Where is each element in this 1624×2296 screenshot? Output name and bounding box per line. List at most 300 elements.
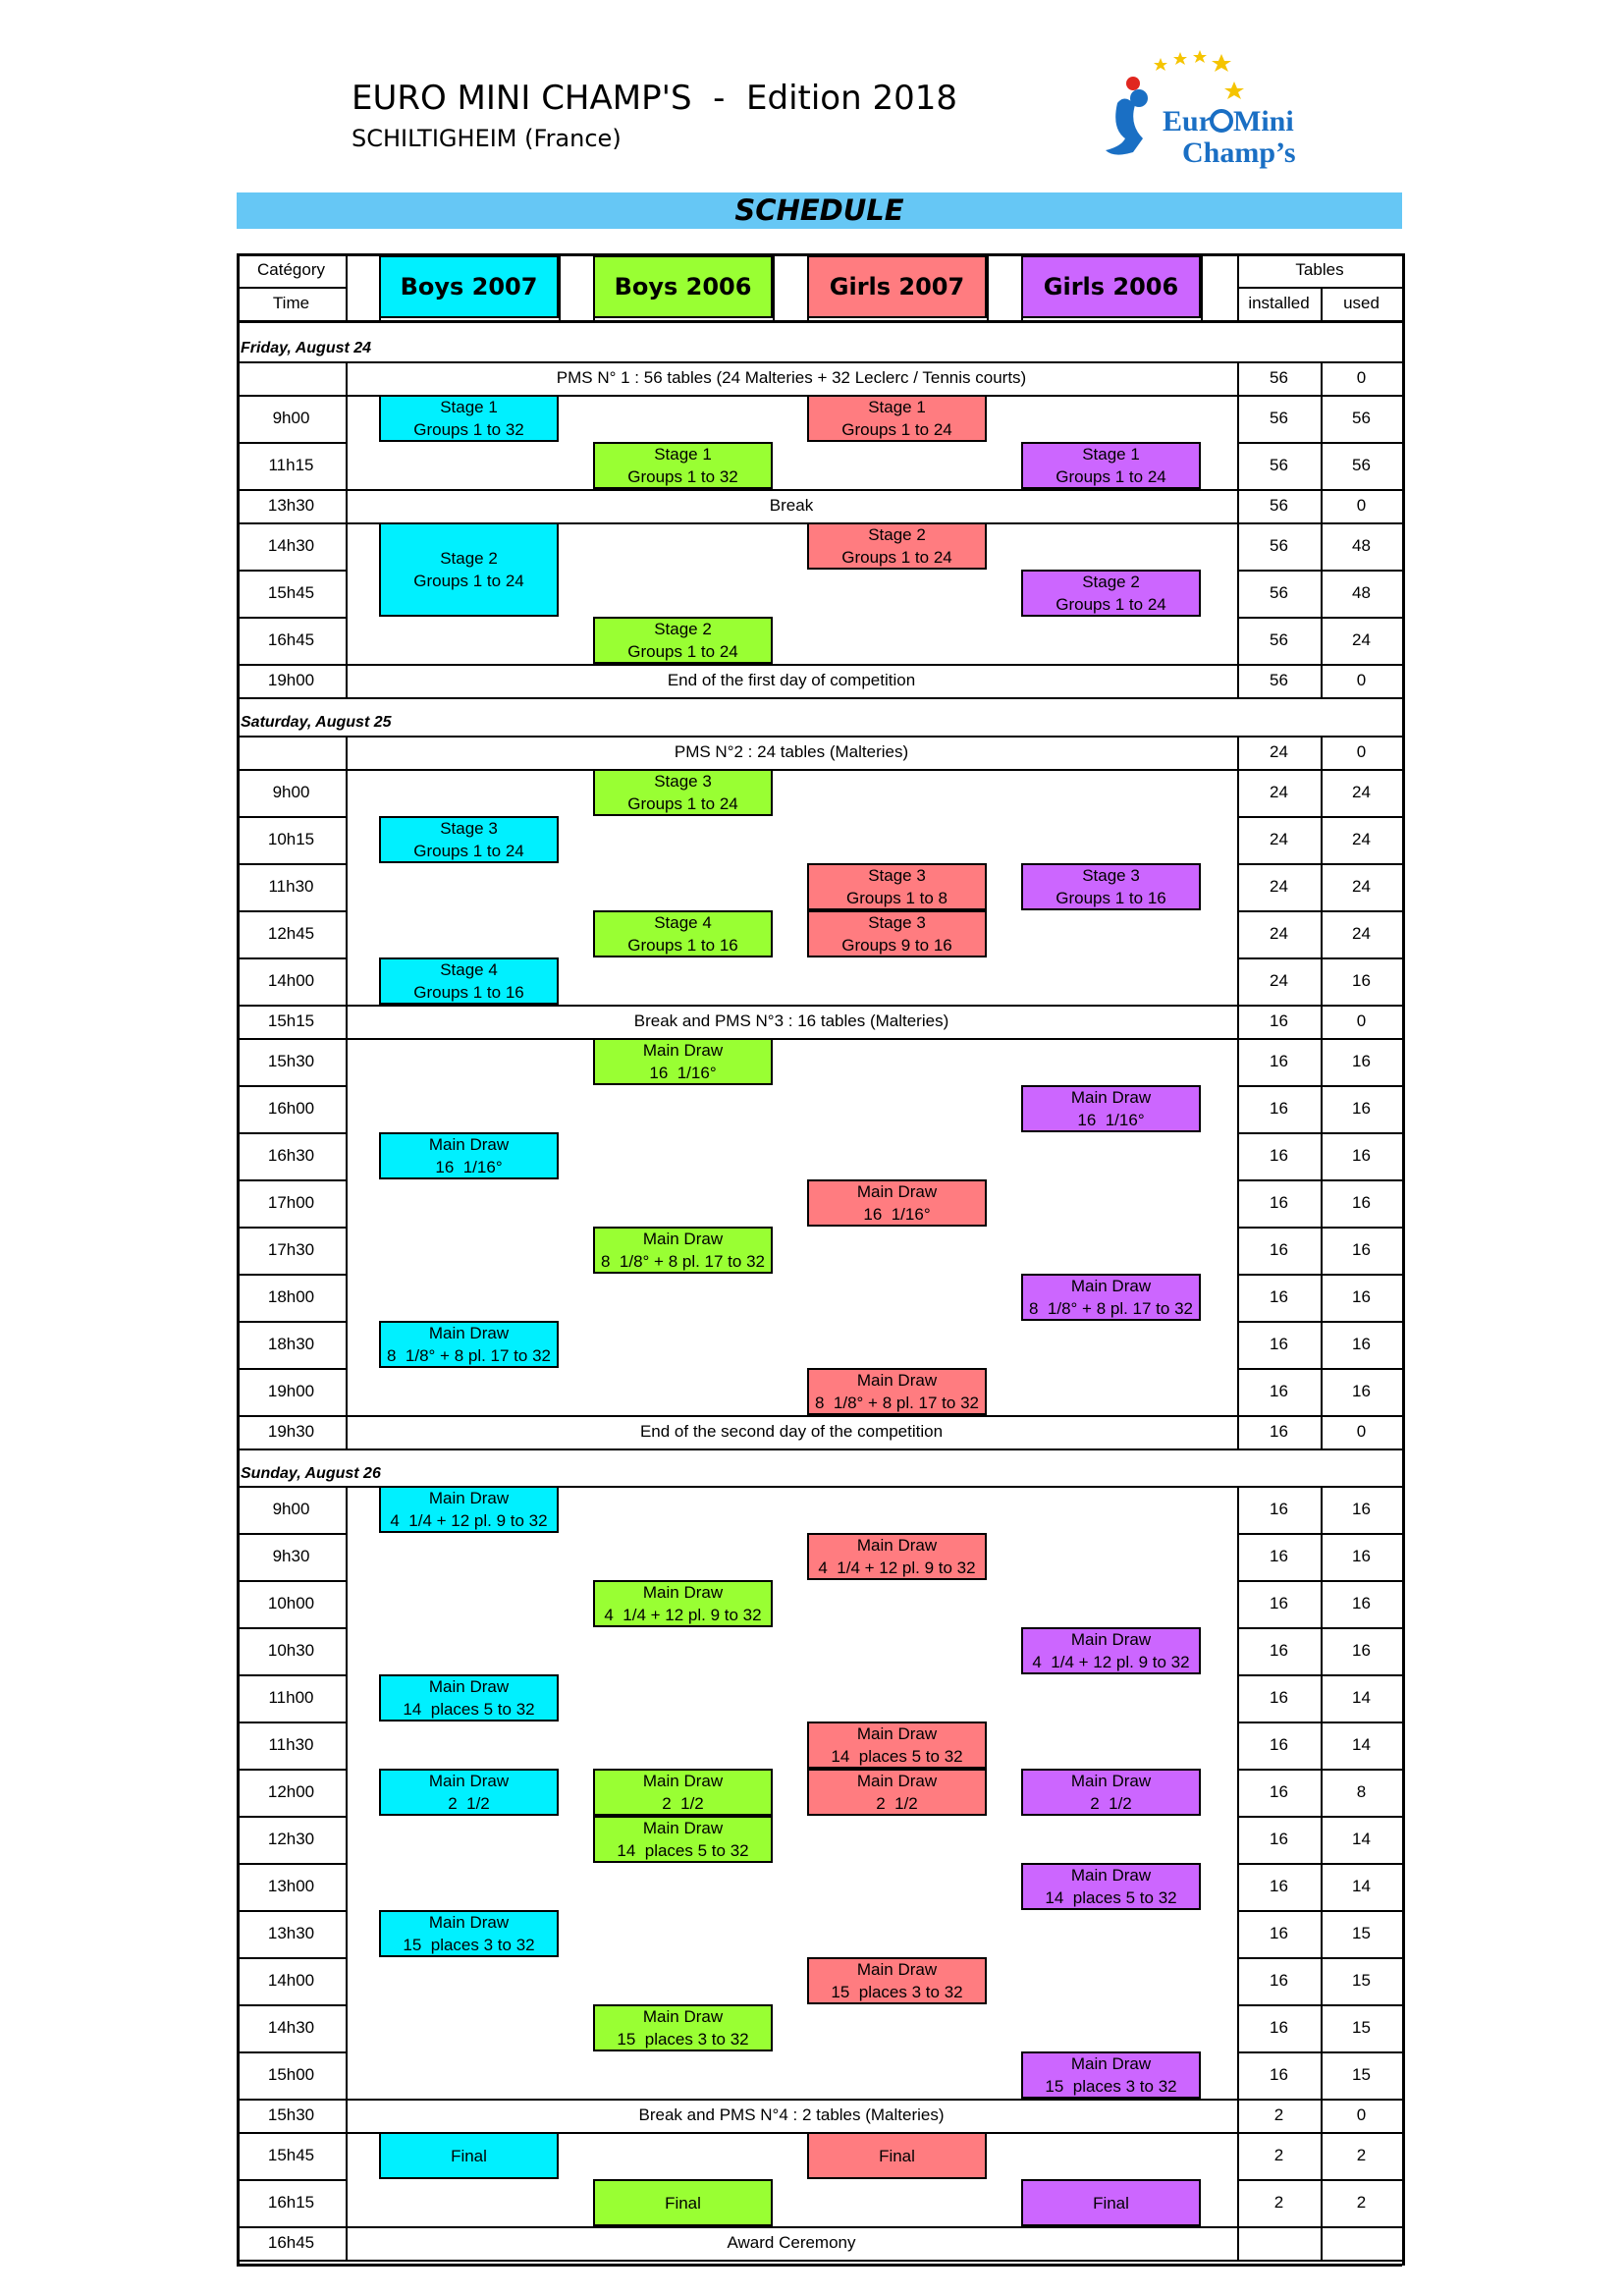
row-note: PMS N° 1 : 56 tables (24 Malteries + 32 Leclerc / Tennis courts): [556, 368, 1027, 387]
event-cell: Main Draw 16 1/16°: [379, 1132, 559, 1179]
row-note: End of the first day of competition: [667, 671, 916, 689]
event-cell: Stage 2 Groups 1 to 24: [1021, 570, 1201, 617]
grid-line: [1237, 1863, 1239, 1910]
time-cell: 9h00: [272, 409, 310, 427]
grid-line: [1237, 1816, 1239, 1863]
installed-cell: 16: [1270, 1500, 1288, 1518]
event-cell: Main Draw 2 1/2: [379, 1769, 559, 1816]
used-cell: 16: [1352, 1052, 1371, 1070]
event-cell: Main Draw 14 places 5 to 32: [379, 1674, 559, 1722]
grid-line: [346, 1005, 348, 1038]
used-cell: 2: [1356, 2146, 1367, 2164]
time-cell: 9h00: [272, 1500, 310, 1518]
used-cell: [1321, 2226, 1402, 2260]
grid-line: [346, 1910, 348, 1957]
installed-label: installed: [1248, 294, 1310, 312]
row-note: End of the second day of the competition: [639, 1422, 944, 1441]
grid-line: [1321, 1486, 1323, 1533]
grid-line: [346, 2004, 348, 2051]
grid-line: [1237, 1368, 1239, 1415]
grid-line: [237, 1449, 1402, 1450]
grid-line: [1237, 664, 1239, 697]
document-subtitle: SCHILTIGHEIM (France): [352, 125, 622, 152]
grid-line: [1321, 522, 1323, 570]
installed-cell: 16: [1270, 2018, 1288, 2037]
grid-line: [346, 1179, 348, 1227]
used-cell: 15: [1352, 2018, 1371, 2037]
used-cell: 16: [1352, 1547, 1371, 1565]
grid-line: [1321, 2051, 1323, 2099]
used-cell: 24: [1352, 783, 1371, 801]
used-cell: 16: [1352, 1099, 1371, 1118]
event-cell: Main Draw 14 places 5 to 32: [593, 1816, 773, 1863]
used-cell: 16: [1352, 1146, 1371, 1165]
installed-cell: 2: [1273, 2193, 1284, 2212]
used-cell: 16: [1352, 1641, 1371, 1660]
grid-line: [237, 2260, 1402, 2262]
installed-cell: 16: [1270, 1422, 1288, 1441]
grid-line: [1237, 957, 1239, 1005]
grid-line: [346, 361, 1237, 363]
grid-line: [1237, 1274, 1239, 1321]
time-cell: 15h15: [267, 1011, 315, 1030]
svg-text:Champ’s: Champ’s: [1182, 137, 1296, 169]
used-cell: 0: [1356, 1011, 1367, 1030]
time-cell: 16h45: [267, 630, 315, 649]
grid-line: [1237, 1722, 1239, 1769]
event-cell: Stage 3 Groups 1 to 8: [807, 863, 987, 910]
installed-cell: 16: [1270, 1594, 1288, 1613]
grid-line: [1402, 253, 1405, 320]
used-cell: 14: [1352, 1688, 1371, 1707]
used-cell: 56: [1352, 409, 1371, 427]
grid-line: [1321, 1274, 1323, 1321]
grid-line: [346, 1085, 348, 1132]
grid-line: [346, 1005, 1237, 1007]
installed-cell: [1237, 2226, 1321, 2260]
used-cell: 14: [1352, 1877, 1371, 1895]
category-label: Catégory: [257, 260, 325, 279]
grid-line: [1321, 1580, 1323, 1627]
grid-line: [346, 1769, 348, 1816]
installed-cell: 24: [1270, 877, 1288, 896]
document-title: EURO MINI CHAMP'S - Edition 2018: [352, 79, 957, 118]
used-cell: 0: [1356, 1422, 1367, 1441]
grid-line: [346, 1580, 348, 1627]
grid-line: [346, 769, 1237, 771]
grid-line: [1237, 570, 1239, 617]
grid-line: [1321, 1863, 1323, 1910]
used-cell: 15: [1352, 2065, 1371, 2084]
used-cell: 2: [1356, 2193, 1367, 2212]
event-cell: Stage 3 Groups 9 to 16: [807, 910, 987, 957]
grid-line: [1321, 2179, 1323, 2226]
grid-line: [1237, 2132, 1239, 2179]
grid-line: [1321, 1722, 1323, 1769]
grid-line: [346, 489, 348, 522]
grid-line: [1237, 395, 1239, 442]
event-cell: Main Draw 15 places 3 to 32: [593, 2004, 773, 2051]
event-cell: Final: [1021, 2179, 1201, 2226]
grid-line: [1237, 1910, 1239, 1957]
installed-cell: 56: [1270, 456, 1288, 474]
installed-cell: 16: [1270, 1146, 1288, 1165]
grid-line: [346, 2179, 348, 2226]
grid-line: [1321, 1627, 1323, 1674]
grid-line: [346, 1038, 1237, 1040]
time-cell: 12h00: [267, 1782, 315, 1801]
installed-cell: 16: [1270, 1335, 1288, 1353]
time-cell: 19h30: [267, 1422, 315, 1441]
time-cell: 10h15: [267, 830, 315, 848]
grid-line: [1237, 1415, 1239, 1449]
grid-line: [346, 489, 1237, 491]
grid-line: [346, 910, 348, 957]
installed-cell: 24: [1270, 783, 1288, 801]
grid-line: [1321, 1368, 1323, 1415]
time-cell: 11h30: [268, 877, 314, 896]
event-cell: Stage 2 Groups 1 to 24: [379, 522, 559, 617]
grid-line: [346, 2099, 1237, 2101]
used-cell: 14: [1352, 1830, 1371, 1848]
time-label: Time: [272, 294, 310, 312]
row-note: PMS N°2 : 24 tables (Malteries): [674, 742, 909, 761]
grid-line: [1402, 320, 1405, 2266]
time-cell: 13h30: [267, 496, 315, 515]
event-cell: Stage 3 Groups 1 to 24: [379, 816, 559, 863]
time-cell: 10h00: [267, 1594, 315, 1613]
grid-line: [1237, 1580, 1239, 1627]
time-cell: 17h00: [267, 1193, 315, 1212]
time-cell: 15h45: [267, 2146, 315, 2164]
event-cell: Stage 1 Groups 1 to 24: [807, 395, 987, 442]
time-cell: 19h00: [267, 671, 315, 689]
used-cell: 14: [1352, 1735, 1371, 1754]
time-cell: 16h15: [267, 2193, 315, 2212]
grid-line: [346, 1816, 348, 1863]
grid-line: [1321, 1415, 1323, 1449]
event-cell: Main Draw 8 1/8° + 8 pl. 17 to 32: [379, 1321, 559, 1368]
grid-line: [1237, 1321, 1239, 1368]
grid-line: [346, 957, 348, 1005]
installed-cell: 56: [1270, 536, 1288, 555]
grid-line: [237, 320, 1402, 323]
row-note: Award Ceremony: [727, 2233, 856, 2252]
tables-label: Tables: [1295, 260, 1344, 279]
used-cell: 16: [1352, 1382, 1371, 1400]
grid-line: [1321, 1910, 1323, 1957]
grid-line: [1237, 522, 1239, 570]
day-title: Friday, August 24: [241, 340, 372, 356]
grid-line: [1321, 570, 1323, 617]
installed-cell: 2: [1273, 2146, 1284, 2164]
grid-line: [1237, 2004, 1239, 2051]
used-cell: 15: [1352, 1924, 1371, 1942]
grid-line: [1237, 1486, 1239, 1533]
used-cell: 48: [1352, 536, 1371, 555]
grid-line: [1321, 489, 1323, 522]
grid-line: [346, 1863, 348, 1910]
event-cell: Stage 1 Groups 1 to 24: [1021, 442, 1201, 489]
installed-cell: 56: [1270, 368, 1288, 387]
grid-line: [1321, 617, 1323, 664]
grid-line: [1321, 736, 1323, 769]
used-cell: 0: [1356, 2105, 1367, 2124]
event-cell: Main Draw 4 1/4 + 12 pl. 9 to 32: [593, 1580, 773, 1627]
grid-line: [1321, 1816, 1323, 1863]
installed-cell: 16: [1270, 1782, 1288, 1801]
grid-line: [1321, 395, 1323, 442]
grid-line: [1237, 617, 1239, 664]
grid-line: [1321, 1227, 1323, 1274]
event-cell: Main Draw 8 1/8° + 8 pl. 17 to 32: [593, 1227, 773, 1274]
time-cell: 18h30: [267, 1335, 315, 1353]
installed-cell: 24: [1270, 830, 1288, 848]
grid-line: [346, 1957, 348, 2004]
grid-line: [346, 664, 1237, 666]
grid-line: [1201, 253, 1203, 320]
grid-line: [346, 395, 348, 442]
event-cell: Stage 3 Groups 1 to 16: [1021, 863, 1201, 910]
event-cell: Main Draw 15 places 3 to 32: [807, 1957, 987, 2004]
event-cell: Main Draw 16 1/16°: [807, 1179, 987, 1227]
time-cell: 11h30: [268, 1735, 314, 1754]
time-cell: 15h45: [267, 583, 315, 602]
used-cell: 0: [1356, 368, 1367, 387]
grid-line: [1321, 910, 1323, 957]
event-cell: Final: [807, 2132, 987, 2179]
event-cell: Final: [593, 2179, 773, 2226]
grid-line: [1237, 2051, 1239, 2099]
grid-line: [346, 1627, 348, 1674]
grid-line: [346, 1415, 1237, 1417]
event-cell: Main Draw 4 1/4 + 12 pl. 9 to 32: [807, 1533, 987, 1580]
grid-line: [1237, 1085, 1239, 1132]
grid-line: [1237, 2226, 1239, 2260]
svg-text:Mini: Mini: [1233, 105, 1294, 137]
event-cell: Main Draw 8 1/8° + 8 pl. 17 to 32: [807, 1368, 987, 1415]
time-cell: 16h45: [267, 2233, 315, 2252]
event-cell: Stage 4 Groups 1 to 16: [593, 910, 773, 957]
day-title: Saturday, August 25: [241, 714, 392, 731]
time-cell: 9h30: [272, 1547, 310, 1565]
grid-line: [1237, 816, 1239, 863]
installed-cell: 16: [1270, 1011, 1288, 1030]
grid-line: [1237, 736, 1239, 769]
grid-line: [1237, 910, 1239, 957]
grid-line: [1321, 1533, 1323, 1580]
time-cell: [237, 361, 346, 395]
grid-line: [346, 1227, 348, 1274]
grid-line: [1237, 863, 1239, 910]
grid-line: [1321, 1179, 1323, 1227]
grid-line: [1321, 816, 1323, 863]
installed-cell: 16: [1270, 1052, 1288, 1070]
time-cell: 15h30: [267, 1052, 315, 1070]
row-note: Break and PMS N°3 : 16 tables (Malteries): [633, 1011, 949, 1030]
grid-line: [773, 253, 775, 320]
category-header: Boys 2006: [593, 255, 773, 318]
time-cell: 17h30: [267, 1240, 315, 1259]
grid-line: [1237, 1132, 1239, 1179]
grid-line: [1321, 2226, 1323, 2260]
installed-cell: 24: [1270, 971, 1288, 990]
grid-line: [559, 253, 561, 320]
row-note: Break and PMS N°4 : 2 tables (Malteries): [638, 2105, 945, 2124]
row-note: Break: [769, 496, 814, 515]
grid-line: [1237, 489, 1239, 522]
event-cell: Final: [379, 2132, 559, 2179]
grid-line: [1321, 1674, 1323, 1722]
grid-line: [1321, 1132, 1323, 1179]
used-cell: 15: [1352, 1971, 1371, 1990]
grid-line: [1321, 1321, 1323, 1368]
grid-line: [1237, 1627, 1239, 1674]
time-cell: 14h30: [267, 536, 315, 555]
installed-cell: 2: [1273, 2105, 1284, 2124]
grid-line: [346, 736, 348, 769]
event-cell: Main Draw 8 1/8° + 8 pl. 17 to 32: [1021, 1274, 1201, 1321]
grid-line: [346, 570, 348, 617]
grid-line: [1237, 1227, 1239, 1274]
grid-line: [346, 253, 348, 320]
grid-line: [1237, 2099, 1239, 2132]
event-cell: Stage 2 Groups 1 to 24: [807, 522, 987, 570]
time-cell: [237, 736, 346, 769]
event-cell: Stage 2 Groups 1 to 24: [593, 617, 773, 664]
grid-line: [1321, 1085, 1323, 1132]
category-header: Boys 2007: [379, 255, 559, 318]
grid-line: [346, 863, 348, 910]
used-cell: 24: [1352, 924, 1371, 943]
event-cell: Stage 1 Groups 1 to 32: [593, 442, 773, 489]
time-cell: 11h15: [268, 456, 314, 474]
installed-cell: 16: [1270, 1924, 1288, 1942]
used-cell: 16: [1352, 1335, 1371, 1353]
installed-cell: 16: [1270, 1240, 1288, 1259]
installed-cell: 16: [1270, 1830, 1288, 1848]
grid-line: [1321, 664, 1323, 697]
grid-line: [1237, 442, 1239, 489]
grid-line: [346, 1415, 348, 1449]
used-cell: 0: [1356, 496, 1367, 515]
grid-line: [1237, 1005, 1239, 1038]
grid-line: [237, 2264, 1402, 2267]
grid-line: [346, 664, 348, 697]
event-cell: Main Draw 15 places 3 to 32: [1021, 2051, 1201, 2099]
time-cell: 14h30: [267, 2018, 315, 2037]
installed-cell: 16: [1270, 1877, 1288, 1895]
installed-cell: 16: [1270, 1735, 1288, 1754]
time-cell: 11h00: [268, 1688, 314, 1707]
used-cell: 16: [1352, 1240, 1371, 1259]
used-cell: 56: [1352, 456, 1371, 474]
used-cell: 24: [1352, 830, 1371, 848]
grid-line: [1237, 2179, 1239, 2226]
installed-cell: 16: [1270, 1641, 1288, 1660]
time-cell: 15h00: [267, 2065, 315, 2084]
used-cell: 0: [1356, 671, 1367, 689]
installed-cell: 24: [1270, 924, 1288, 943]
event-cell: Stage 3 Groups 1 to 24: [593, 769, 773, 816]
event-cell: Main Draw 14 places 5 to 32: [1021, 1863, 1201, 1910]
grid-line: [346, 2226, 348, 2260]
event-cell: Stage 4 Groups 1 to 16: [379, 957, 559, 1005]
used-cell: 16: [1352, 1193, 1371, 1212]
grid-line: [1321, 2099, 1323, 2132]
grid-line: [346, 522, 348, 570]
installed-cell: 16: [1270, 1688, 1288, 1707]
used-cell: 0: [1356, 742, 1367, 761]
installed-cell: 16: [1270, 1099, 1288, 1118]
used-cell: 8: [1356, 1782, 1367, 1801]
grid-line: [1321, 1769, 1323, 1816]
event-cell: Main Draw 14 places 5 to 32: [807, 1722, 987, 1769]
time-cell: 15h30: [267, 2105, 315, 2124]
time-cell: 16h00: [267, 1099, 315, 1118]
installed-cell: 16: [1270, 1287, 1288, 1306]
used-cell: 16: [1352, 1594, 1371, 1613]
grid-line: [346, 816, 348, 863]
grid-line: [1321, 1957, 1323, 2004]
time-cell: 14h00: [267, 1971, 315, 1990]
grid-line: [1321, 863, 1323, 910]
grid-line: [346, 1321, 348, 1368]
installed-cell: 16: [1270, 1971, 1288, 1990]
installed-cell: 56: [1270, 496, 1288, 515]
grid-line: [1237, 1179, 1239, 1227]
time-cell: 16h30: [267, 1146, 315, 1165]
event-cell: Main Draw 4 1/4 + 12 pl. 9 to 32: [1021, 1627, 1201, 1674]
grid-line: [1237, 361, 1239, 395]
grid-line: [346, 2099, 348, 2132]
grid-line: [346, 1274, 348, 1321]
category-header: Girls 2006: [1021, 255, 1201, 318]
grid-line: [1237, 1769, 1239, 1816]
grid-line: [346, 1533, 348, 1580]
event-cell: Main Draw 4 1/4 + 12 pl. 9 to 32: [379, 1486, 559, 1533]
event-cell: Main Draw 2 1/2: [593, 1769, 773, 1816]
grid-line: [1321, 2132, 1323, 2179]
grid-line: [1237, 1038, 1239, 1085]
used-label: used: [1343, 294, 1380, 312]
used-cell: 24: [1352, 877, 1371, 896]
grid-line: [346, 1674, 348, 1722]
used-cell: 16: [1352, 971, 1371, 990]
event-cell: Main Draw 16 1/16°: [1021, 1085, 1201, 1132]
grid-line: [987, 253, 989, 320]
grid-line: [1237, 1957, 1239, 2004]
grid-line: [1237, 1674, 1239, 1722]
grid-line: [1321, 1005, 1323, 1038]
event-cell: Main Draw 2 1/2: [1021, 1769, 1201, 1816]
grid-line: [346, 361, 348, 395]
event-cell: Main Draw 2 1/2: [807, 1769, 987, 1816]
grid-line: [1321, 957, 1323, 1005]
time-cell: 18h00: [267, 1287, 315, 1306]
installed-cell: 16: [1270, 2065, 1288, 2084]
used-cell: 48: [1352, 583, 1371, 602]
time-cell: 13h30: [267, 1924, 315, 1942]
installed-cell: 16: [1270, 1382, 1288, 1400]
grid-line: [346, 2051, 348, 2099]
installed-cell: 56: [1270, 671, 1288, 689]
grid-line: [346, 1368, 348, 1415]
event-cell: Main Draw 15 places 3 to 32: [379, 1910, 559, 1957]
installed-cell: 56: [1270, 583, 1288, 602]
grid-line: [346, 617, 348, 664]
grid-line: [346, 2226, 1237, 2228]
